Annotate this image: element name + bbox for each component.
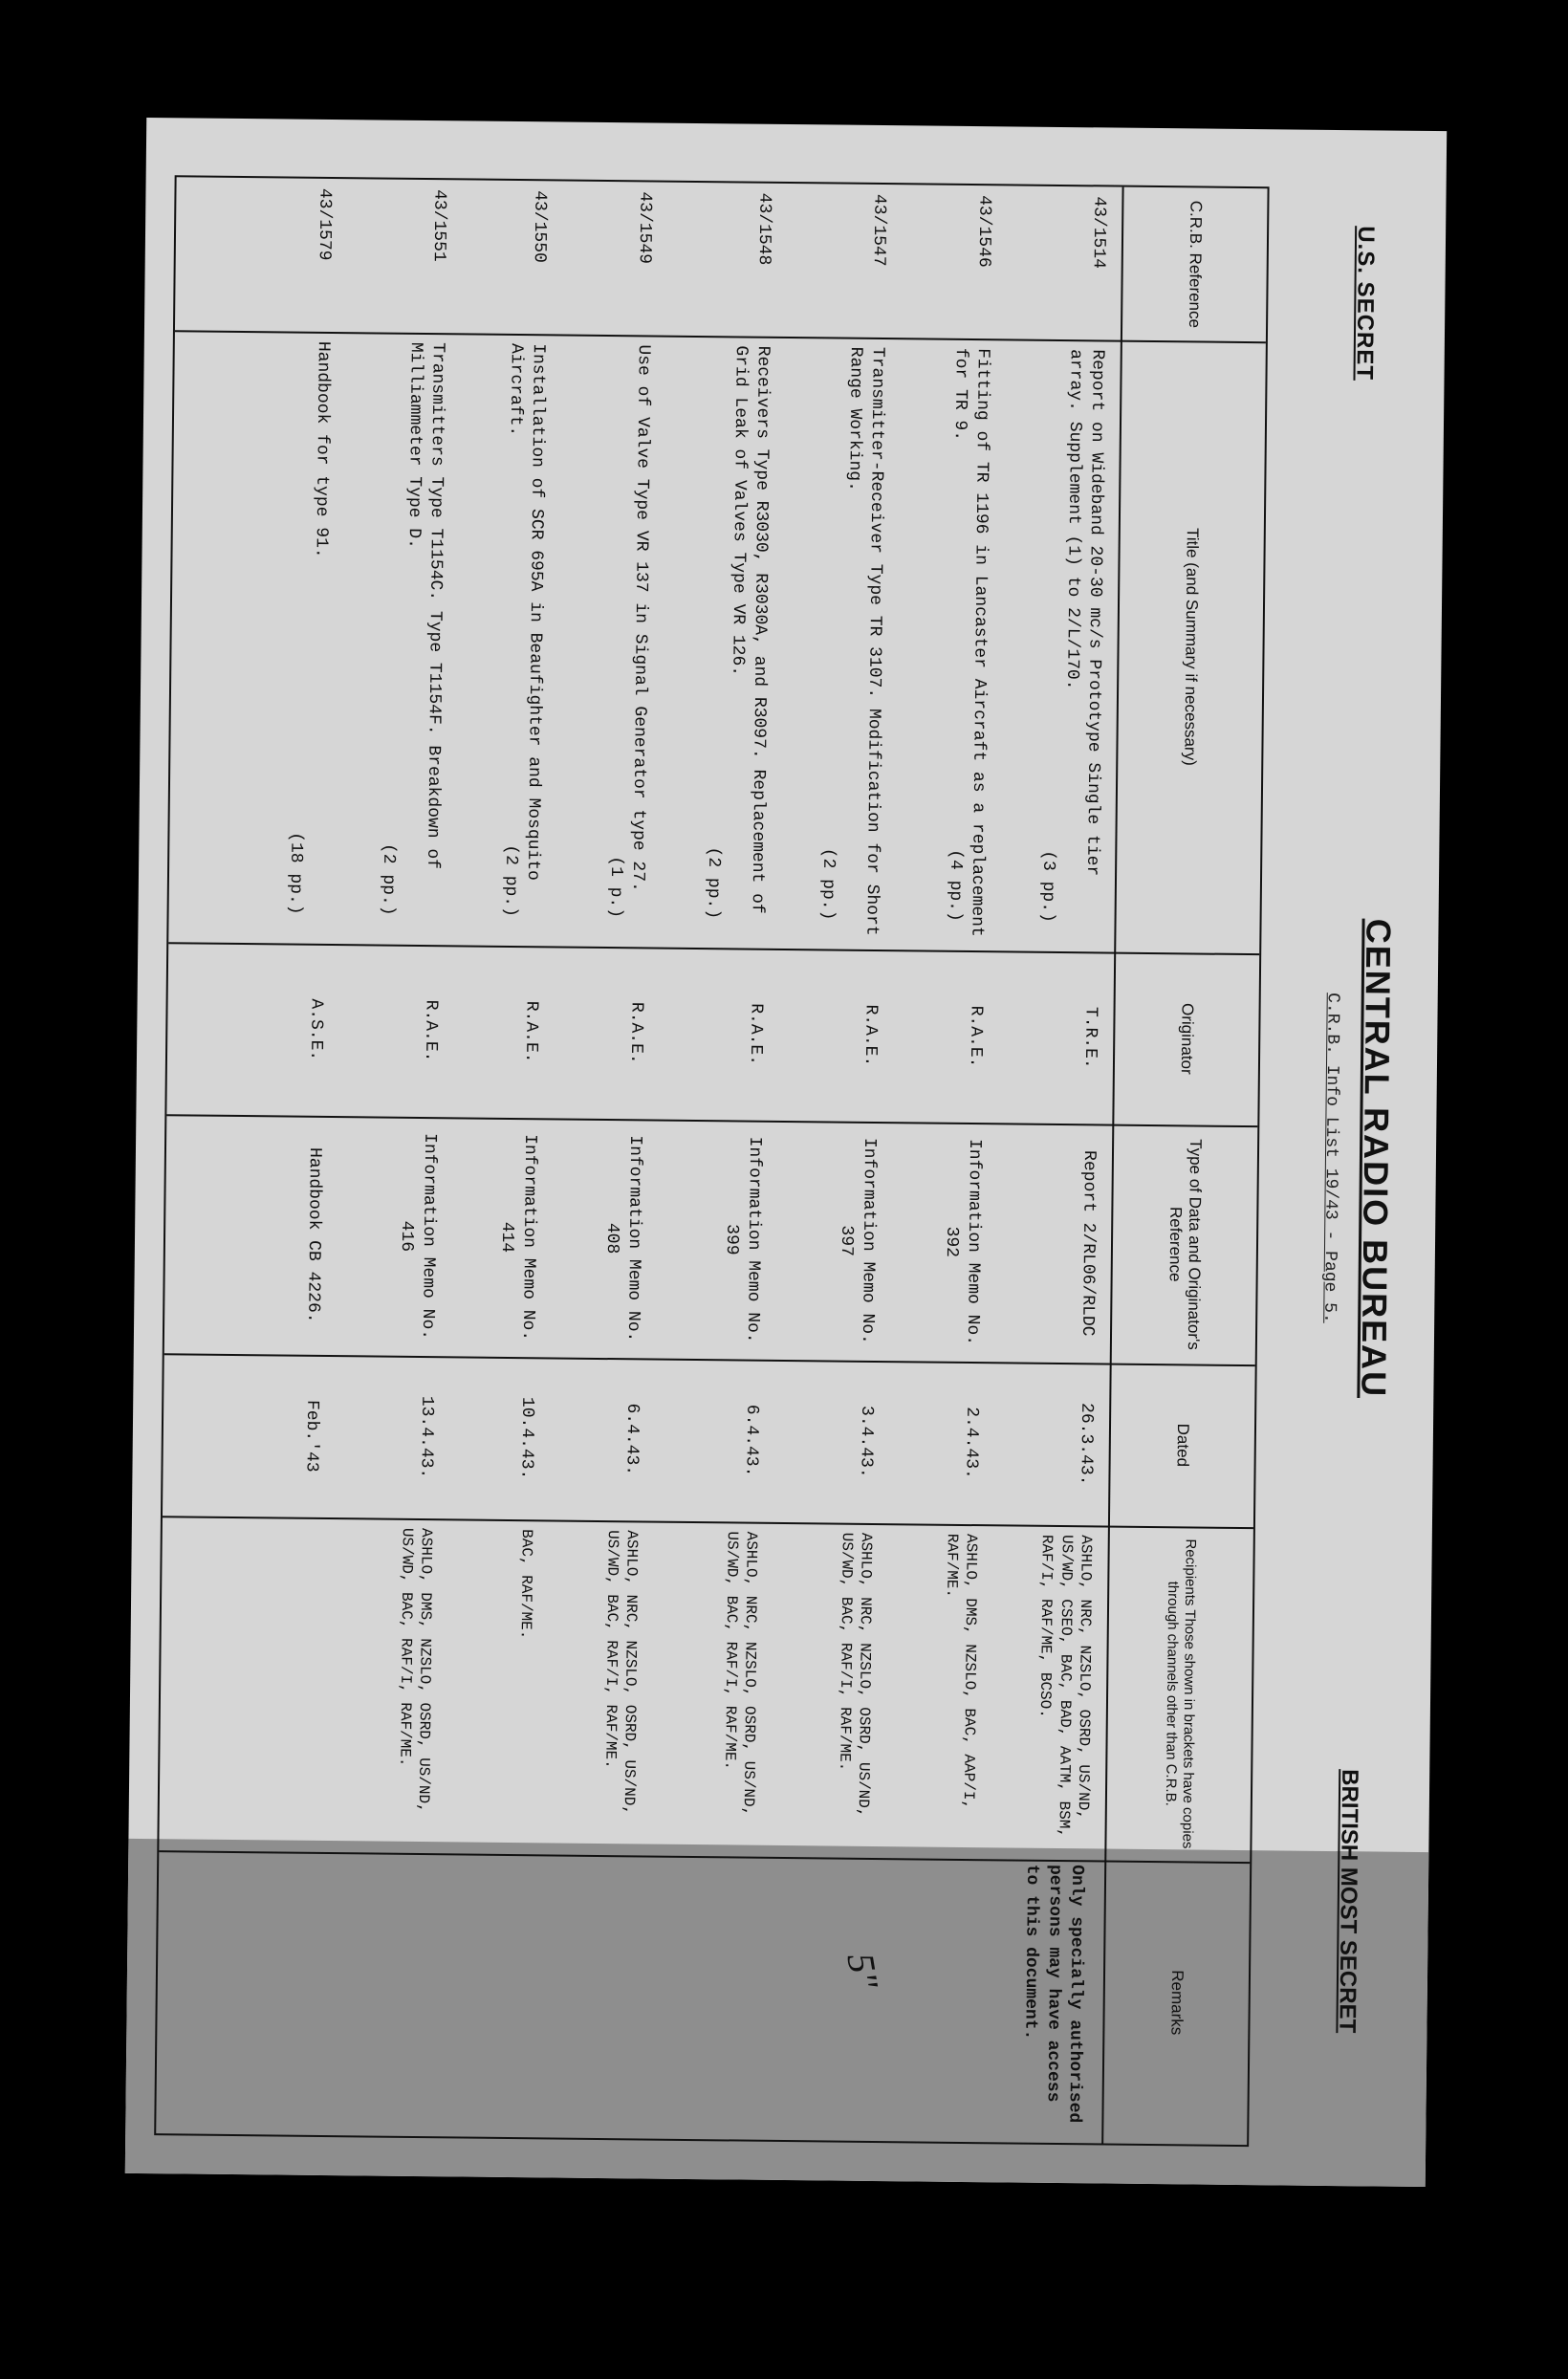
handwritten-mark: 5": [838, 1950, 887, 1993]
cell-originator: R.A.E.: [520, 1000, 541, 1063]
page-subtitle: C.R.B. Info List 19/43 - Page 5.: [1319, 993, 1342, 1323]
cell-dated: 2.4.43.: [961, 1407, 982, 1479]
cell-dated: 6.4.43.: [741, 1404, 762, 1477]
cell-pages: (3 pp.): [1037, 850, 1058, 923]
cell-ref: 43/1579: [314, 187, 335, 261]
british-classification: BRITISH MOST SECRET: [1334, 1769, 1363, 2034]
table-row: [703, 184, 774, 2140]
col-type-of-data: Type of Data and Originator's Reference: [1165, 1139, 1206, 1350]
cell-ref: 43/1549: [634, 191, 655, 265]
cell-pages: (2 pp.): [703, 846, 724, 920]
cell-recipients: ASHLO, NRC, NZSLO, OSRD, US/ND, US/WD, BAC, RAF/I, RAF/ME.: [720, 1531, 760, 1825]
table-header-row: [1101, 187, 1267, 2145]
table-row: [600, 183, 655, 2139]
cell-recipients: ASHLO, NRC, NZSLO, OSRD, US/ND, US/WD, CSEO, BAC, BAD, AATM, BSM, RAF/I, RAF/ME, BCSO.: [1035, 1534, 1095, 1847]
col-dated: Dated: [1173, 1423, 1193, 1468]
cell-type: Handbook CB 4226.: [303, 1146, 325, 1323]
cell-originator: R.A.E.: [745, 1003, 766, 1066]
cell-dated: Feb.'43: [301, 1399, 322, 1473]
document-page: [125, 118, 1447, 2187]
cell-dated: 6.4.43.: [621, 1403, 642, 1476]
cell-originator: R.A.E.: [965, 1005, 986, 1068]
col-crb-reference: C.R.B. Reference: [1186, 200, 1206, 329]
cell-title: Fitting of TR 1196 in Lancaster Aircraft as a replacement for TR 9.: [949, 347, 992, 948]
us-classification: U.S. SECRET: [1351, 226, 1380, 382]
table-row: [378, 180, 449, 2136]
cell-type: Information Memo No. 399: [721, 1136, 765, 1354]
cell-title: Installation of SCR 695A in Beaufighter and Mosquito Aircraft.: [505, 342, 548, 891]
cell-type: Information Memo No. 392: [941, 1138, 985, 1356]
cell-recipients: [317, 1517, 321, 1852]
cell-dated: 3.4.43.: [856, 1405, 877, 1478]
cell-dated: 10.4.43.: [516, 1396, 537, 1480]
cell-recipients: ASHLO, NRC, NZSLO, OSRD, US/ND, US/WD, BAC, RAF/I, RAF/ME.: [835, 1532, 875, 1827]
table-row: [285, 179, 335, 2135]
cell-recipients: ASHLO, DMS, NZSLO, OSRD, US/ND, US/WD, BAC, RAF/I, RAF/ME.: [395, 1527, 435, 1822]
cell-pages: (2 pp.): [500, 844, 521, 918]
cell-originator: R.A.E.: [625, 1001, 646, 1064]
cell-ref: 43/1546: [973, 195, 994, 268]
cell-recipients: ASHLO, DMS, NZSLO, BAC, AAP/I, RAF/ME.: [942, 1533, 980, 1819]
cell-ref: 43/1547: [868, 193, 889, 267]
cell-originator: R.A.E.: [860, 1004, 881, 1067]
cell-recipients: BAC, RAF/ME.: [516, 1529, 535, 1640]
cell-ref: 43/1514: [1088, 196, 1109, 270]
col-originator: Originator: [1178, 1002, 1197, 1075]
cell-recipients: ASHLO, NRC, NZSLO, OSRD, US/ND, US/WD, BAC, RAF/I, RAF/ME.: [600, 1530, 641, 1824]
cell-pages: (2 pp.): [817, 847, 838, 921]
cell-type: Information Memo No. 416: [396, 1132, 440, 1351]
cell-ref: 43/1548: [753, 192, 774, 266]
cell-type: Information Memo No. 408: [601, 1135, 645, 1353]
cell-title: Report on Wideband 20-30 mc/s Prototype Single tier array. Supplement (1) to 2/L/170.: [1062, 349, 1107, 887]
page-header: [1263, 129, 1448, 2187]
cell-title: Transmitters Type T1154C. Type T1154F. Breakdown of Milliammeter Type D.: [403, 341, 447, 880]
cell-dated: 13.4.43.: [416, 1395, 437, 1479]
cell-pages: (4 pp.): [945, 849, 966, 922]
cell-title: Use of Valve Type VR 137 in Signal Generator type 27.: [627, 344, 653, 892]
cell-title: Handbook for type 91.: [311, 340, 333, 558]
cell-originator: R.A.E.: [420, 999, 441, 1062]
col-title: Title (and Summary if necessary): [1181, 527, 1203, 766]
rotated-content: [125, 118, 1447, 2187]
table-row: [941, 186, 994, 2142]
table-row: [496, 181, 550, 2137]
page-title: CENTRAL RADIO BUREAU: [1354, 918, 1399, 1399]
col-remarks: Remarks: [1167, 1970, 1187, 2036]
cell-pages: (2 pp.): [378, 842, 399, 916]
cell-title: Receivers Type R3030, R3030A, and R3097. Replacement of Grid Leak of Valves Type VR 126.: [728, 345, 773, 925]
cell-type: Report 2/RL06/RLDC: [1078, 1149, 1100, 1337]
cell-type: Information Memo No. 414: [496, 1134, 540, 1352]
remarks-note: Only specially authorised persons may have access to this document.: [1020, 1864, 1087, 2124]
cell-originator: T.R.E.: [1079, 1006, 1100, 1069]
cell-type: Information Memo No. 397: [836, 1137, 880, 1355]
cell-ref: 43/1551: [428, 189, 449, 262]
reference-table: [154, 175, 1269, 2147]
col-recipients: Recipients Those shown in brackets have copies through channels other than C.R.B.: [1162, 1539, 1199, 1849]
cell-dated: 26.3.43.: [1076, 1402, 1097, 1486]
cell-pages: (18 pp.): [285, 832, 306, 915]
cell-pages: (1 p.): [605, 856, 626, 919]
table-row: [817, 185, 889, 2141]
cell-ref: 43/1550: [529, 190, 550, 263]
cell-title: Transmitter-Receiver Type TR 3107. Modification for Short Range Working.: [844, 346, 887, 947]
cell-originator: A.S.E.: [305, 998, 326, 1061]
